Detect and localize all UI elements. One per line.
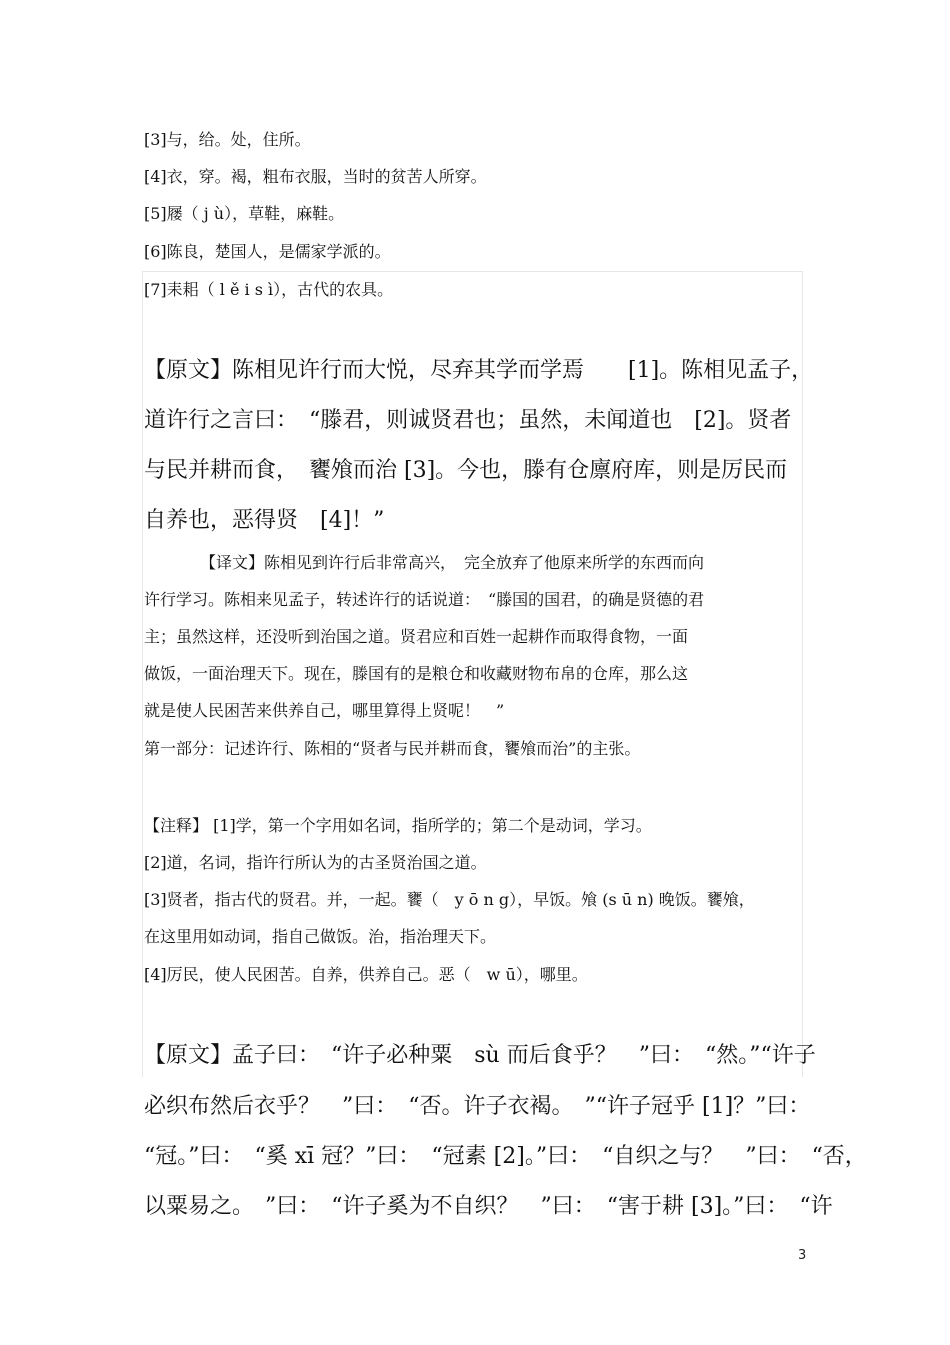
- original-line: 道许行之言曰： “滕君，则诚贤君也；虽然，未闻道也 [2]。贤者: [144, 408, 792, 433]
- annotation-line: [2]道，名词，指许行所认为的古圣贤治国之道。: [144, 853, 487, 872]
- translation-line: 做饭，一面治理天下。现在，滕国有的是粮仓和收藏财物布帛的仓库，那么这: [144, 664, 689, 683]
- translation-line: 许行学习。陈相来见孟子，转述许行的话说道： “滕国的国君，的确是贤德的君: [144, 590, 705, 609]
- translation-line: 主；虽然这样，还没听到治国之道。贤君应和百姓一起耕作而取得食物，一面: [144, 627, 689, 646]
- annotation-line: 【注释】 [1]学，第一个字用如名词，指所学的；第二个是动词，学习。: [144, 816, 652, 835]
- annotation-line: [3]贤者，指古代的贤君。并，一起。饔（ y ō n g），早饭。飧 (s ū n) 晚饭。饔飧，: [144, 890, 755, 909]
- note-line: [5]屦（ j ù），草鞋，麻鞋。: [144, 204, 345, 223]
- note-line: [3]与，给。处，住所。: [144, 130, 311, 149]
- original-line: 【原文】孟子曰： “许子必种粟 sù 而后食乎？ ”曰： “然。”“许子: [144, 1043, 816, 1068]
- original-line: 与民并耕而食， 饔飧而治 [3]。今也，滕有仓廪府库，则是厉民而: [144, 458, 788, 483]
- note-line: [7]耒耜（ l ě i s ì），古代的农具。: [144, 280, 394, 299]
- original-line: 【原文】陈相见许行而大悦，尽弃其学而学焉 [1]。陈相见孟子，: [144, 358, 814, 383]
- section-summary: 第一部分：记述许行、陈相的“贤者与民并耕而食，饔飧而治”的主张。: [144, 739, 641, 758]
- original-line: 以粟易之。 ”曰： “许子奚为不自织？ ”曰： “害于耕 [3]。”曰： “许: [144, 1194, 833, 1219]
- page-number: 3: [798, 1248, 807, 1263]
- translation-line: 就是使人民困苦来供养自己，哪里算得上贤呢！ ”: [144, 701, 505, 720]
- original-line: 必织布然后衣乎？ ”曰： “否。许子衣褐。 ”“许子冠乎 [1]？”曰：: [144, 1094, 811, 1119]
- annotation-line: [4]厉民，使人民困苦。自养，供养自己。恶（ w ū），哪里。: [144, 965, 588, 984]
- original-line: “冠。”曰： “奚 xī 冠？”曰： “冠素 [2]。”曰： “自织之与？ ”曰： “否，: [144, 1144, 867, 1169]
- note-line: [4]衣，穿。褐，粗布衣服，当时的贫苦人所穿。: [144, 167, 487, 186]
- translation-line: 【译文】陈相见到许行后非常高兴， 完全放弃了他原来所学的东西而向: [144, 553, 705, 572]
- annotation-line: 在这里用如动词，指自己做饭。治，指治理天下。: [144, 927, 497, 946]
- original-line: 自养也，恶得贤 [4]！”: [144, 508, 385, 533]
- note-line: [6]陈良，楚国人，是儒家学派的。: [144, 242, 391, 261]
